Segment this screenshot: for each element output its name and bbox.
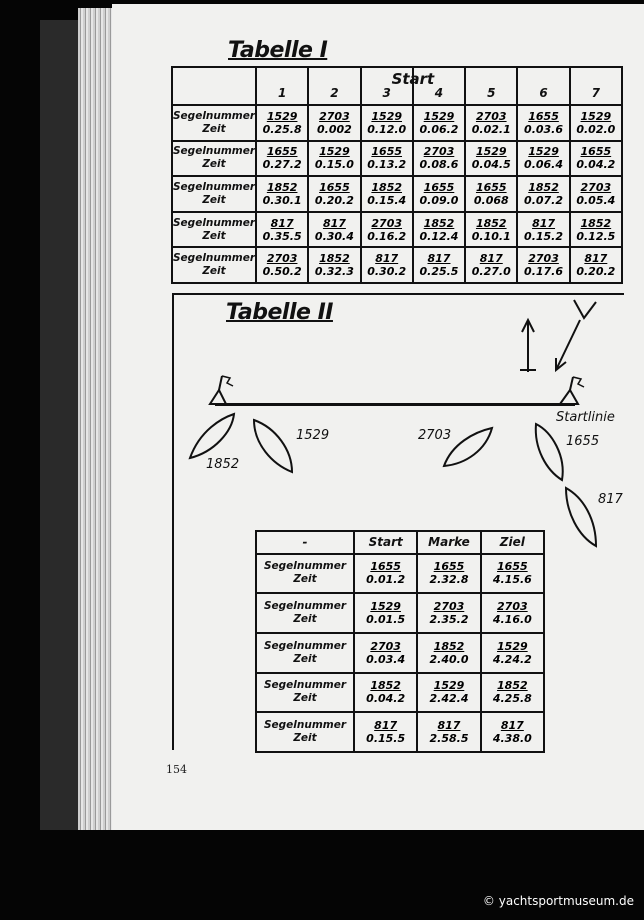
- row-label-zeit: Zeit: [202, 122, 226, 135]
- time-value: 0.02.1: [471, 122, 511, 136]
- time-value: 0.10.1: [471, 229, 511, 243]
- row-label-zeit: Zeit: [293, 652, 317, 665]
- time-value: 0.30.1: [262, 194, 302, 208]
- sail-number: 2703: [433, 600, 465, 614]
- sail-number: 1529: [433, 679, 465, 693]
- tabelle-2-cell: [481, 712, 544, 752]
- time-value: 0.13.2: [367, 158, 407, 172]
- sail-number: 1655: [370, 560, 401, 574]
- row-label-segelnummer: Segelnummer: [173, 145, 256, 158]
- boat-1529-icon: [254, 420, 292, 472]
- sail-number: 1852: [475, 216, 507, 230]
- sail-number: 1529: [319, 145, 350, 159]
- time-value: 0.07.2: [524, 194, 564, 208]
- tabelle-2-col-header: Marke: [417, 531, 480, 554]
- time-value: 0.12.0: [367, 122, 407, 136]
- sail-number: 2703: [266, 252, 298, 266]
- sail-number: 1529: [266, 109, 298, 123]
- sail-number: 1852: [497, 679, 528, 693]
- left-flag-buoy: [210, 376, 233, 404]
- tabelle-2-row: [256, 712, 544, 752]
- sail-number: 1852: [370, 679, 401, 693]
- time-value: 2.42.4: [429, 692, 469, 706]
- sail-number: 817: [584, 252, 608, 266]
- sail-number: 1529: [423, 109, 455, 123]
- tabelle-2-cell: [481, 673, 544, 713]
- tabelle-2-col-header: Ziel: [481, 531, 544, 554]
- time-value: 0.002: [317, 122, 352, 136]
- sail-number: 817: [500, 719, 524, 733]
- row-label-zeit: Zeit: [202, 194, 226, 207]
- sail-number: 1655: [433, 560, 465, 574]
- tabelle-1-col-number: 1: [277, 86, 287, 101]
- tabelle-2-row-label: [256, 712, 354, 752]
- tabelle-2-cell: [417, 633, 480, 673]
- tabelle-1-col-number: 3: [382, 86, 391, 101]
- time-value: 0.35.5: [262, 229, 302, 243]
- boat-label-2703: 2703: [418, 428, 452, 443]
- time-value: 0.27.2: [262, 158, 302, 172]
- tabelle-2-cell: [481, 593, 544, 633]
- time-value: 4.15.6: [492, 573, 532, 587]
- time-value: 0.32.3: [314, 265, 354, 279]
- boat-label-1655: 1655: [566, 434, 600, 449]
- tabelle-1-col-number: 4: [434, 86, 444, 101]
- row-label-zeit: Zeit: [293, 692, 317, 705]
- tabelle-1-col-number: 5: [487, 86, 496, 101]
- tabelle-2-cell: [354, 554, 417, 594]
- sail-number: 2703: [370, 639, 401, 653]
- row-label-zeit: Zeit: [202, 158, 226, 171]
- time-value: 0.068: [473, 194, 509, 208]
- time-value: 0.15.0: [314, 158, 354, 172]
- sail-number: 1529: [370, 600, 401, 614]
- time-value: 0.25.8: [262, 122, 302, 136]
- startline-label: Startlinie: [556, 410, 615, 425]
- tabelle-2-row: [256, 633, 544, 673]
- tabelle-2-cell: [481, 633, 544, 673]
- time-value: 0.20.2: [314, 194, 354, 208]
- tabelle-2-row: [256, 554, 544, 594]
- row-label-segelnummer: Segelnummer: [173, 181, 256, 194]
- sail-number: 2703: [371, 216, 403, 230]
- sail-number: 817: [427, 252, 451, 266]
- boat-label-1529: 1529: [296, 428, 330, 443]
- tabelle-1-col-number: 2: [330, 86, 339, 101]
- page-number: 154: [166, 763, 187, 776]
- tabelle-2-row-label: [256, 593, 354, 633]
- time-value: 0.27.0: [471, 265, 511, 279]
- time-value: 0.03.6: [524, 122, 564, 136]
- row-label-segelnummer: Segelnummer: [263, 639, 347, 652]
- row-label-segelnummer: Segelnummer: [263, 679, 347, 692]
- row-label-segelnummer: Segelnummer: [263, 719, 347, 732]
- row-label-zeit: Zeit: [293, 573, 317, 586]
- sail-number: 817: [375, 252, 399, 266]
- time-value: 0.08.6: [419, 158, 459, 172]
- tabelle-2-title: Tabelle II: [226, 300, 333, 325]
- time-value: 0.12.4: [419, 229, 459, 243]
- sail-number: 1655: [497, 560, 528, 574]
- sail-number: 1852: [423, 216, 455, 230]
- tabelle-2-row-label: [256, 554, 354, 594]
- boat-label-817: 817: [598, 492, 623, 507]
- sail-number: 1529: [528, 145, 559, 159]
- tabelle-2-cell: [354, 593, 417, 633]
- tabelle-2-row-label: [256, 673, 354, 713]
- tabelle-2-cell: [417, 554, 480, 594]
- tabelle-1-start-label: Start: [391, 70, 435, 89]
- time-value: 0.04.2: [366, 692, 406, 706]
- time-value: 0.15.2: [524, 229, 564, 243]
- sail-number: 1655: [371, 145, 403, 159]
- time-value: 2.35.2: [429, 613, 469, 627]
- sail-number: 1852: [580, 216, 612, 230]
- sail-number: 2703: [319, 109, 350, 123]
- time-value: 4.38.0: [492, 732, 532, 746]
- sail-number: 1529: [497, 639, 528, 653]
- right-flag-buoy: [560, 377, 584, 404]
- time-value: 2.58.5: [429, 732, 469, 746]
- time-value: 4.24.2: [492, 652, 532, 666]
- time-value: 0.30.4: [314, 229, 354, 243]
- tabelle-2-cell: [417, 593, 480, 633]
- tabelle-2-cell: [417, 712, 480, 752]
- row-label-zeit: Zeit: [202, 229, 226, 242]
- tabelle-2-cell: [481, 554, 544, 594]
- sail-number: 1852: [266, 181, 298, 195]
- time-value: 0.06.4: [524, 158, 564, 172]
- boat-1655-icon: [536, 424, 563, 480]
- sail-number: 2703: [475, 109, 507, 123]
- tabelle-2-col-header: Start: [354, 531, 417, 554]
- tabelle-2-cell: [354, 633, 417, 673]
- sail-number: 1655: [423, 181, 455, 195]
- time-value: 0.16.2: [367, 229, 407, 243]
- time-value: 2.40.0: [429, 652, 469, 666]
- sail-number: 817: [270, 216, 294, 230]
- sail-number: 1655: [319, 181, 350, 195]
- sail-number: 2703: [423, 145, 455, 159]
- sail-number: 2703: [580, 181, 612, 195]
- tabelle-2-row: [256, 673, 544, 713]
- sail-number: 2703: [497, 600, 528, 614]
- tabelle-1-col-number: 7: [591, 86, 601, 101]
- tabelle-2-table: [255, 530, 545, 753]
- wind-arrow-icon: [556, 300, 596, 370]
- sail-number: 817: [322, 216, 346, 230]
- time-value: 2.32.8: [429, 573, 469, 587]
- tabelle-2-cell: [354, 673, 417, 713]
- sail-number: 1655: [475, 181, 507, 195]
- sail-number: 817: [479, 252, 503, 266]
- tabelle-2-row: [256, 593, 544, 633]
- tabelle-1-title: Tabelle I: [228, 38, 328, 63]
- sail-number: 1655: [580, 145, 612, 159]
- sail-number: 817: [532, 216, 556, 230]
- boat-817-icon: [566, 488, 596, 546]
- time-value: 0.04.2: [576, 158, 616, 172]
- sail-number: 1852: [433, 639, 465, 653]
- row-label-zeit: Zeit: [293, 613, 317, 626]
- sail-number: 1655: [266, 145, 298, 159]
- sail-number: 1852: [371, 181, 403, 195]
- tabelle-2-cell: [417, 673, 480, 713]
- time-value: 0.01.2: [366, 573, 406, 587]
- time-value: 0.09.0: [419, 194, 459, 208]
- tabelle-2-row-label: [256, 633, 354, 673]
- time-value: 0.30.2: [367, 265, 407, 279]
- time-value: 0.04.5: [471, 158, 511, 172]
- row-label-zeit: Zeit: [293, 732, 317, 745]
- time-value: 0.02.0: [576, 122, 616, 136]
- time-value: 4.16.0: [492, 613, 532, 627]
- tabelle-2-cell: [354, 712, 417, 752]
- sail-number: 1529: [475, 145, 507, 159]
- sail-number: 817: [374, 719, 398, 733]
- time-value: 4.25.8: [492, 692, 532, 706]
- copyright-credit: © yachtsportmuseum.de: [482, 894, 634, 908]
- sail-number: 1529: [371, 109, 403, 123]
- current-arrow-icon: [520, 320, 536, 372]
- sail-number: 1852: [528, 181, 559, 195]
- sail-number: 1852: [319, 252, 350, 266]
- boat-1852-icon: [190, 414, 234, 458]
- sail-number: 817: [437, 719, 461, 733]
- sail-number: 1529: [580, 109, 612, 123]
- tabelle-2-header-row: [256, 531, 544, 554]
- time-value: 0.15.4: [367, 194, 407, 208]
- row-label-zeit: Zeit: [202, 265, 226, 278]
- time-value: 0.25.5: [419, 265, 459, 279]
- time-value: 0.06.2: [419, 122, 459, 136]
- tabelle-1-col-number: 6: [539, 86, 548, 101]
- row-label-segelnummer: Segelnummer: [173, 109, 256, 122]
- tabelle-2-corner: -: [256, 531, 354, 554]
- time-value: 0.12.5: [576, 229, 616, 243]
- time-value: 0.15.5: [366, 732, 406, 746]
- time-value: 0.17.6: [524, 265, 564, 279]
- boat-label-1852: 1852: [206, 457, 240, 472]
- row-label-segelnummer: Segelnummer: [263, 600, 347, 613]
- sail-number: 2703: [528, 252, 559, 266]
- time-value: 0.50.2: [262, 265, 302, 279]
- start-line: [215, 403, 575, 406]
- sail-number: 1655: [528, 109, 559, 123]
- row-label-segelnummer: Segelnummer: [173, 252, 256, 265]
- time-value: 0.20.2: [576, 265, 616, 279]
- row-label-segelnummer: Segelnummer: [173, 216, 256, 229]
- time-value: 0.01.5: [366, 613, 406, 627]
- boat-2703-icon: [444, 428, 492, 466]
- time-value: 0.05.4: [576, 194, 616, 208]
- row-label-segelnummer: Segelnummer: [263, 560, 347, 573]
- time-value: 0.03.4: [366, 652, 406, 666]
